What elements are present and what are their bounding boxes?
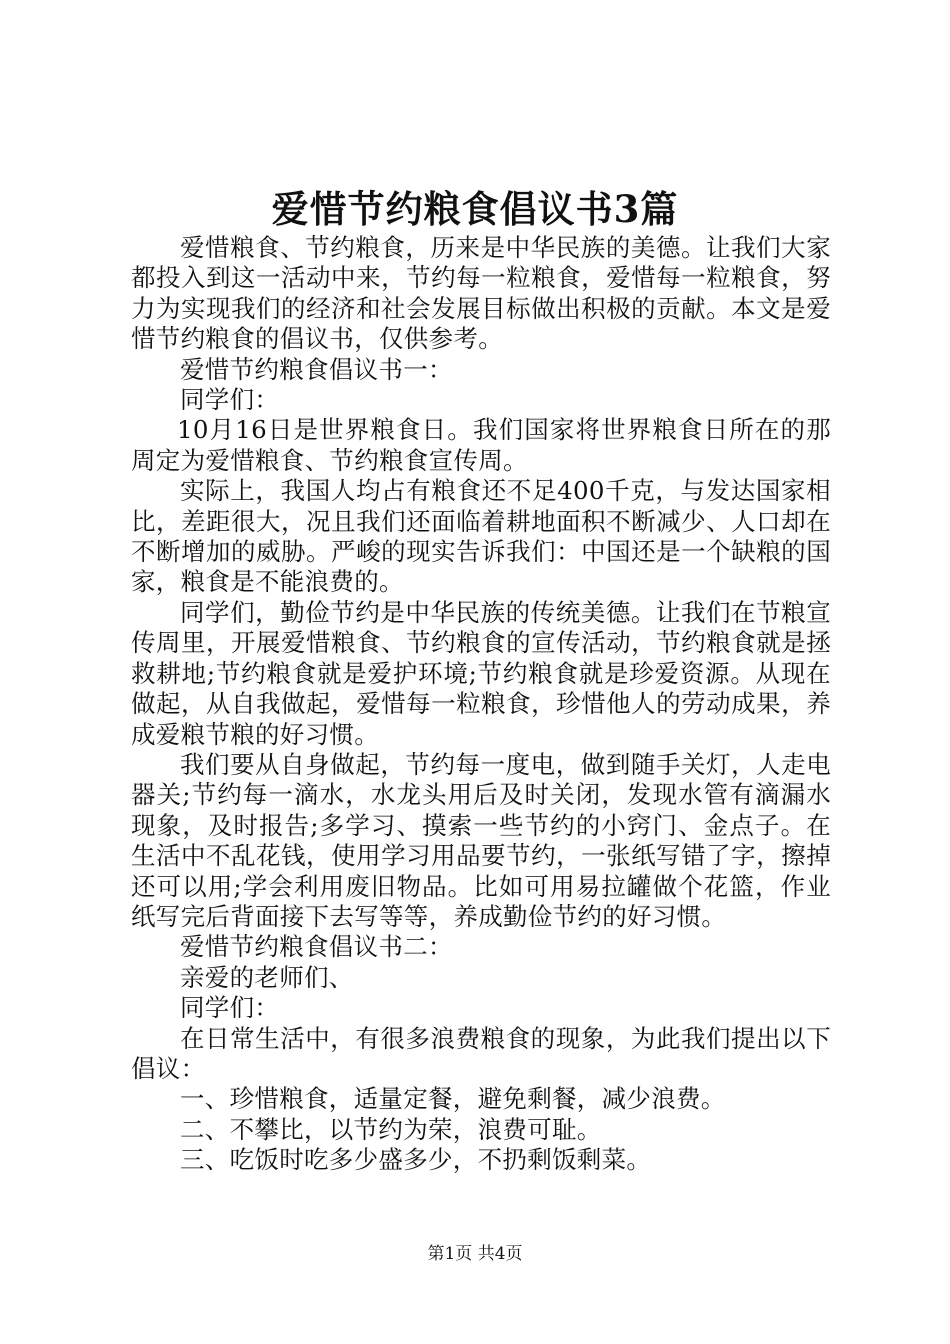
salutation-students-2: 同学们： <box>180 993 280 1023</box>
heading-proposal-two: 爱惜节约粮食倡议书二： <box>180 932 453 962</box>
heading-proposal-one: 爱惜节约粮食倡议书一： <box>180 354 453 384</box>
paragraph-food-day: 10月16日是世界粮食日。我们国家将世界粮食日所在的那周定为爱惜粮食、节约粮食宣传周。 <box>131 415 831 475</box>
page-footer: 第1页 共4页 <box>427 1244 523 1264</box>
paragraph-grain-status: 实际上，我国人均占有粮食还不足400千克，与发达国家相比，差距很大，况且我们还面临着耕地面积不断减少、人口却在不断增加的威胁。严峻的现实告诉我们：中国还是一个缺粮的国家，粮食是不能浪费的。 <box>131 476 831 597</box>
list-item-2: 二、不攀比，以节约为荣，浪费可耻。 <box>180 1114 602 1144</box>
list-item-1: 一、珍惜粮食，适量定餐，避免剩餐，减少浪费。 <box>180 1084 726 1114</box>
paragraph-start-from-self: 我们要从自身做起，节约每一度电，做到随手关灯，人走电器关;节约每一滴水，水龙头用后及时关闭，发现水管有滴漏水现象，及时报告;多学习、摸索一些节约的小窍门、金点子。在生活中不乱花钱，使用学习用品要节约，一张纸写错了字，擦掉还可以用;学会利用废旧物品。比如可用易拉罐做个花篮，作业纸写完后背面接下去写等等，养成勤俭节约的好习惯。 <box>131 749 831 931</box>
salutation-students: 同学们： <box>180 385 280 415</box>
paragraph-thrift-virtue: 同学们，勤俭节约是中华民族的传统美德。让我们在节粮宣传周里，开展爱惜粮食、节约粮食的宣传活动，节约粮食就是拯救耕地;节约粮食就是爱护环境;节约粮食就是珍爱资源。从现在做起，从自我做起，爱惜每一粒粮食，珍惜他人的劳动成果，养成爱粮节粮的好习惯。 <box>131 597 831 749</box>
paragraph-daily-waste: 在日常生活中，有很多浪费粮食的现象，为此我们提出以下倡议： <box>131 1023 831 1083</box>
document-body <box>131 233 831 1176</box>
document-title: 爱惜节约粮食倡议书3篇 <box>271 187 679 231</box>
list-item-3: 三、吃饭时吃多少盛多少，不扔剩饭剩菜。 <box>180 1145 652 1175</box>
paragraph-intro: 爱惜粮食、节约粮食，历来是中华民族的美德。让我们大家都投入到这一活动中来，节约每一粒粮食，爱惜每一粒粮食，努力为实现我们的经济和社会发展目标做出积极的贡献。本文是爱惜节约粮食的倡议书，仅供参考。 <box>131 233 831 354</box>
salutation-teachers: 亲爱的老师们、 <box>180 962 354 992</box>
